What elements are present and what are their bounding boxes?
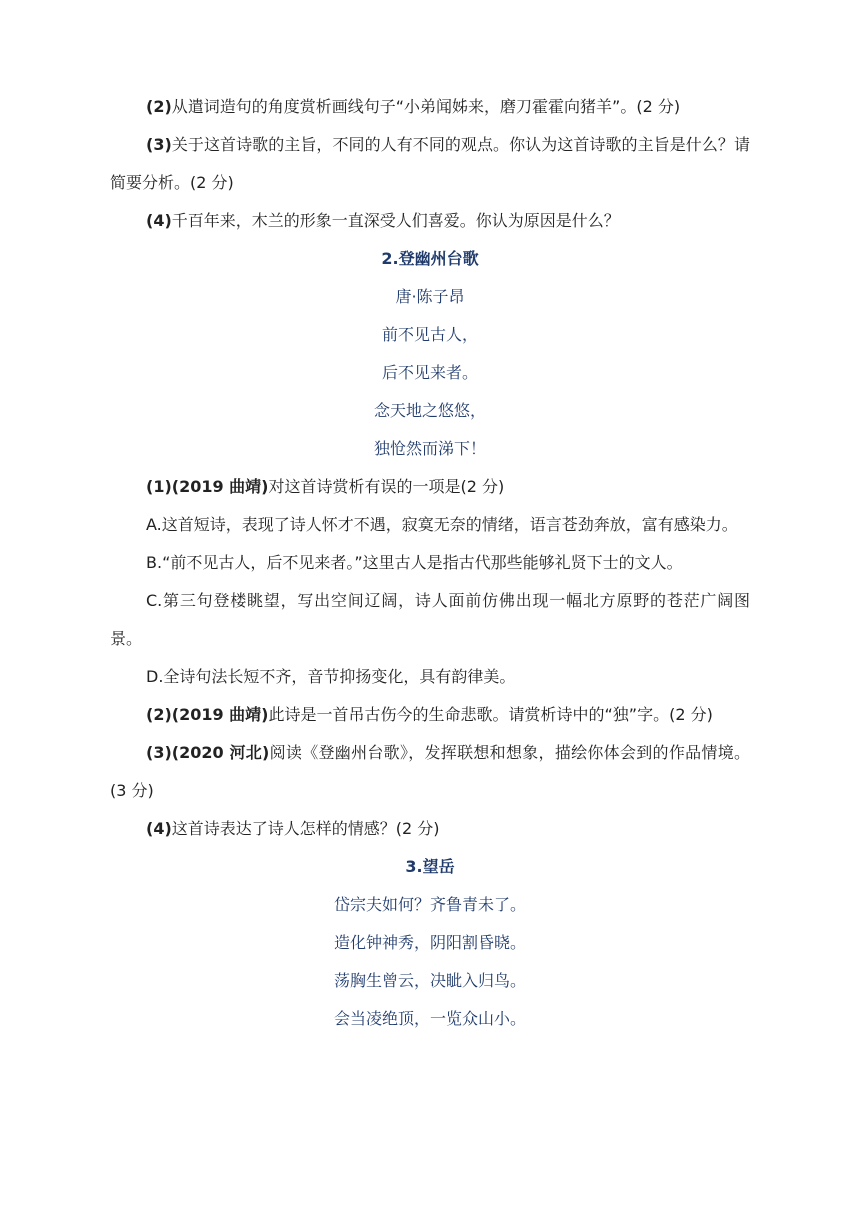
question-text: 对这首诗赏析有误的一项是(2 分) xyxy=(268,477,505,496)
question-number: (3)(2020 河北) xyxy=(146,743,270,762)
question-number: (4) xyxy=(146,819,172,838)
question-1-3 xyxy=(0,126,750,202)
poem-line: 后不见来者。 xyxy=(381,363,478,382)
question-text: 这首诗表达了诗人怎样的情感？(2 分) xyxy=(171,819,440,838)
question-1-4 xyxy=(0,202,750,240)
question-number: (3) xyxy=(146,135,172,154)
poem-line: 前不见古人， xyxy=(381,325,478,344)
option-c: C.第三句登楼眺望，写出空间辽阔，诗人面前仿佛出现一幅北方原野的苍茫广阔图景。 xyxy=(110,591,750,648)
question-number: (2) xyxy=(146,97,172,116)
poem-3-title: 3.望岳 xyxy=(405,857,455,876)
question-text: 从遣词造句的角度赏析画线句子“小弟闻姊来，磨刀霍霍向猪羊”。(2 分) xyxy=(171,97,681,116)
option-b: B.“前不见古人，后不见来者。”这里古人是指古代那些能够礼贤下士的文人。 xyxy=(146,553,683,572)
poem-2-author: 唐·陈子昂 xyxy=(395,287,465,306)
question-text: 此诗是一首吊古伤今的生命悲歌。请赏析诗中的“独”字。(2 分) xyxy=(268,705,713,724)
question-number: (1)(2019 曲靖) xyxy=(146,477,269,496)
question-2-2 xyxy=(0,696,750,734)
question-number: (2)(2019 曲靖) xyxy=(146,705,269,724)
question-text: 阅读《登幽州台歌》，发挥联想和想象，描绘你体会到的作品情境。(3 分) xyxy=(110,743,750,800)
question-2-3 xyxy=(0,734,750,810)
question-2-4 xyxy=(0,810,750,848)
poem-line: 荡胸生曾云，决眦入归鸟。 xyxy=(333,971,526,990)
poem-line: 造化钟神秀，阴阳割昏晓。 xyxy=(333,933,526,952)
poem-line: 念天地之悠悠， xyxy=(373,401,486,420)
question-number: (4) xyxy=(146,211,172,230)
question-1-2 xyxy=(0,88,750,126)
question-text: 关于这首诗歌的主旨，不同的人有不同的观点。你认为这首诗歌的主旨是什么？请简要分析。(2 分) xyxy=(110,135,750,192)
poem-line: 岱宗夫如何？齐鲁青未了。 xyxy=(333,895,526,914)
poem-2-title: 2.登幽州台歌 xyxy=(381,249,479,268)
question-text: 千百年来，木兰的形象一直深受人们喜爱。你认为原因是什么？ xyxy=(171,211,620,230)
option-d: D.全诗句法长短不齐，音节抑扬变化，具有韵律美。 xyxy=(146,667,516,686)
poem-line: 会当凌绝顶，一览众山小。 xyxy=(333,1009,526,1028)
question-2-1 xyxy=(0,468,750,506)
option-a: A.这首短诗，表现了诗人怀才不遇，寂寞无奈的情绪，语言苍劲奔放，富有感染力。 xyxy=(146,515,738,534)
poem-line: 独怆然而涕下！ xyxy=(373,439,486,458)
